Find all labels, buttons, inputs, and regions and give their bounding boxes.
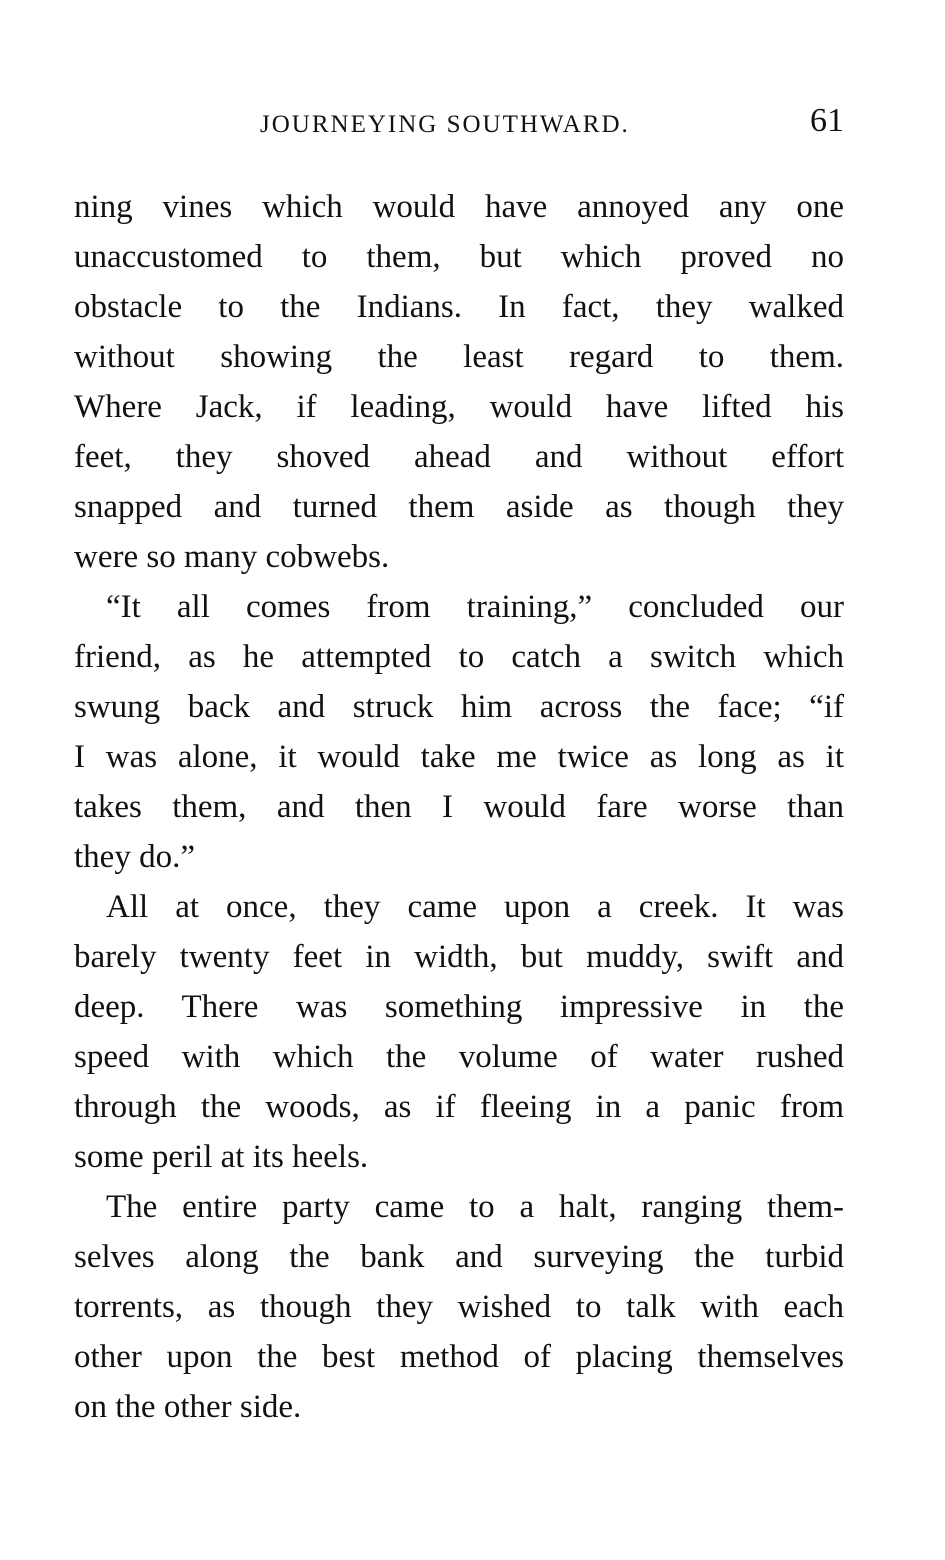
text-line: I was alone, it would take me twice as long as it bbox=[74, 739, 844, 775]
text-line: through the woods, as if fleeing in a panic from bbox=[74, 1089, 844, 1125]
text-line: without showing the least regard to them. bbox=[74, 339, 844, 375]
running-head-title: JOURNEYING SOUTHWARD. bbox=[260, 111, 630, 138]
text-line: were so many cobwebs. bbox=[74, 539, 390, 575]
running-head bbox=[74, 100, 844, 144]
body-text bbox=[74, 182, 844, 1432]
text-line: friend, as he attempted to catch a switch which bbox=[74, 639, 844, 675]
text-line: some peril at its heels. bbox=[74, 1139, 369, 1175]
text-line: other upon the best method of placing themselves bbox=[74, 1339, 844, 1375]
page-number: 61 bbox=[810, 102, 844, 139]
text-line: torrents, as though they wished to talk with each bbox=[74, 1289, 844, 1325]
text-line: barely twenty feet in width, but muddy, swift and bbox=[74, 939, 844, 975]
text-line: selves along the bank and surveying the turbid bbox=[74, 1239, 844, 1275]
text-line: they do.” bbox=[74, 839, 195, 875]
text-line: swung back and struck him across the face; “if bbox=[74, 689, 844, 725]
text-line: All at once, they came upon a creek. It was bbox=[106, 889, 844, 925]
text-line: feet, they shoved ahead and without effort bbox=[74, 439, 844, 475]
text-line: takes them, and then I would fare worse than bbox=[74, 789, 844, 825]
text-line: unaccustomed to them, but which proved no bbox=[74, 239, 844, 275]
text-line: snapped and turned them aside as though they bbox=[74, 489, 844, 525]
text-line: on the other side. bbox=[74, 1389, 302, 1425]
text-line: The entire party came to a halt, ranging them- bbox=[106, 1189, 844, 1225]
text-line: deep. There was something impressive in the bbox=[74, 989, 844, 1025]
text-line: obstacle to the Indians. In fact, they walked bbox=[74, 289, 844, 325]
text-line: Where Jack, if leading, would have lifted his bbox=[74, 389, 844, 425]
text-line: “It all comes from training,” concluded our bbox=[106, 589, 844, 625]
text-line: speed with which the volume of water rushed bbox=[74, 1039, 844, 1075]
text-line: ning vines which would have annoyed any one bbox=[74, 189, 844, 225]
